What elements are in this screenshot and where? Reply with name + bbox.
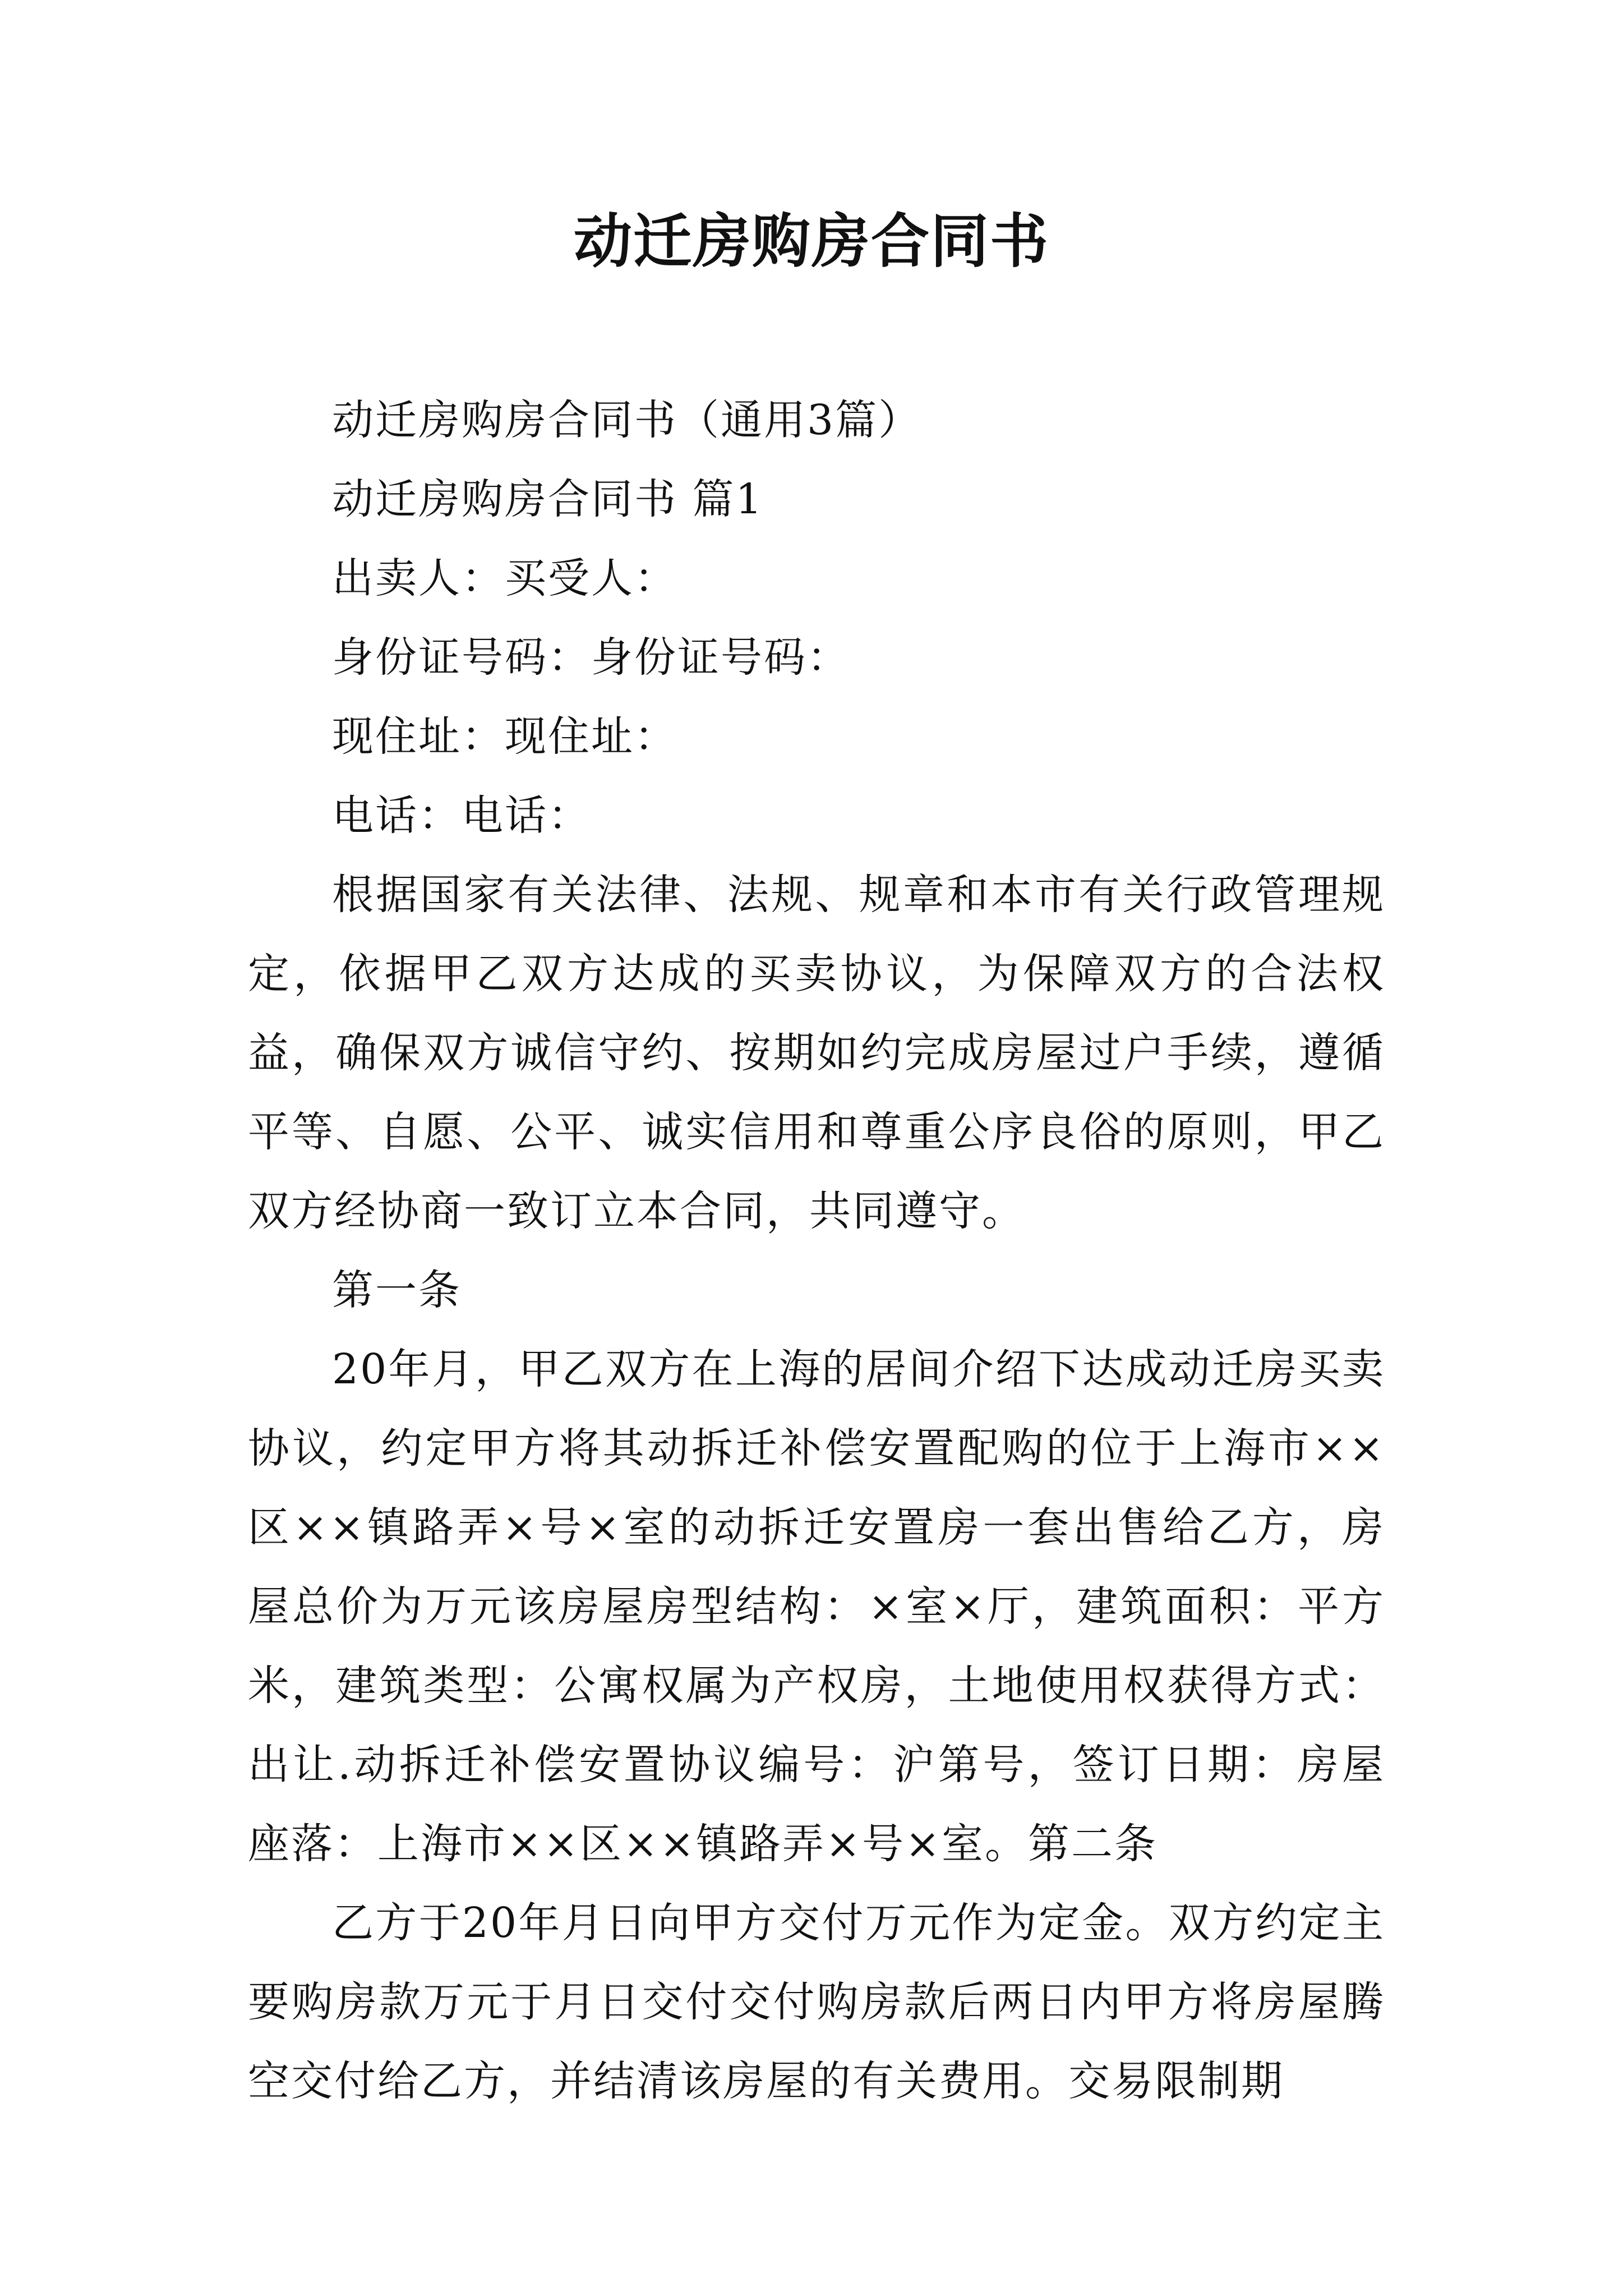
document-body bbox=[248, 381, 1385, 2121]
document-title: 动迁房购房合同书 bbox=[573, 206, 1049, 275]
paragraph-heading: 动迁房购房合同书（通用3篇） bbox=[332, 396, 922, 444]
paragraph-phones: 电话：电话： bbox=[332, 792, 591, 840]
paragraph-preamble: 根据国家有关法律、法规、规章和本市有关行政管理规定，依据甲乙双方达成的买卖协议，为保障双方的合法权益，确保双方诚信守约、按期如约完成房屋过户手续，遵循平等、自愿、公平、诚实信用和尊重公序良俗的原则，甲乙双方经协商一致订立本合同，共同遵守。 bbox=[248, 871, 1385, 1235]
paragraph-section-title: 动迁房购房合同书 篇1 bbox=[332, 475, 764, 523]
paragraph-id-numbers: 身份证号码：身份证号码： bbox=[332, 633, 850, 682]
paragraph-article-1-body: 20年月，甲乙双方在上海的居间介绍下达成动迁房买卖协议，约定甲方将其动拆迁补偿安置配购的位于上海市××区××镇路弄×号×室的动拆迁安置房一套出售给乙方，房屋总价为万元该房屋房型结构：×室×厅，建筑面积：平方米，建筑类型：公寓权属为产权房，土地使用权获得方式：出让.动拆迁补偿安置协议编号：沪第号，签订日期：房屋座落：上海市××区××镇路弄×号×室。第二条 bbox=[248, 1345, 1385, 1868]
paragraph-article-2-body: 乙方于20年月日向甲方交付万元作为定金。双方约定主要购房款万元于月日交付交付购房款后两日内甲方将房屋腾空交付给乙方，并结清该房屋的有关费用。交易限制期 bbox=[248, 1899, 1385, 2105]
paragraph-parties: 出卖人：买受人： bbox=[332, 554, 677, 602]
paragraph-addresses: 现住址：现住址： bbox=[332, 712, 677, 761]
paragraph-article-1-heading: 第一条 bbox=[332, 1266, 462, 1314]
